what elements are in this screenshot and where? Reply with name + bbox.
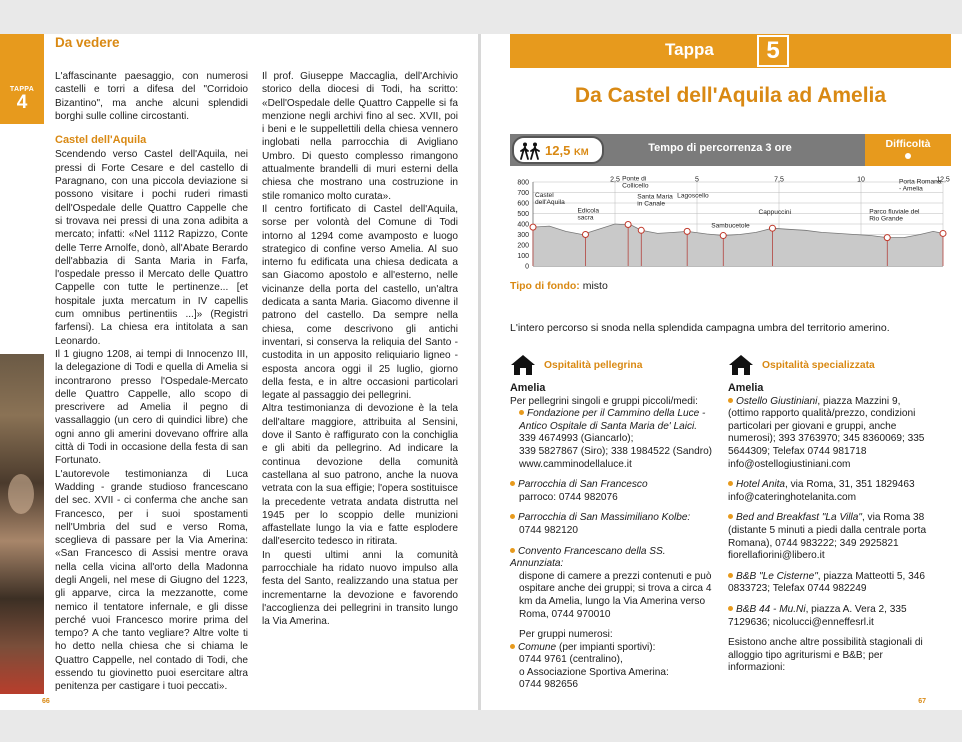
waypoint-marker: [684, 228, 690, 234]
paragraph: In questi ultimi anni la comunità parrocchiale ha ridato nuovo impulso alla festa del Santo, realizzando una statua per incrementarne la devozione e favorendo l'accoglienza dei pellegrini in transito lungo la Via Amerina.: [262, 549, 458, 628]
paragraph: Il centro fortificato di Castel dell'Aquila, sorse per volontà del Comune di Todi intorno al 1294 come avamposto e luogo strategico di confine verso Amelia. Al suo interno fu edificata una chiesa dedicata a san Giacomo apostolo e all'esterno, nelle vicinanze della porta del castello, un'altra dedicata a santa Maria. Giacomo divenne il patrono del castello. Da sempre nella chiesa, come descrivono gli antichi inventari, si conserva la reliquia del Santo - custodita in un apposito reliquiario ligneo - esposta ancora oggi il 25 luglio, giorno della festa, e in altre occasioni particolari legate al passaggio dei pellegrini.: [262, 203, 458, 402]
entry-name: Parrocchia di San Francesco: [518, 479, 648, 491]
entry-name: Fondazione per il Cammino della Luce - Antico Ospitale di Santa Maria de' Laici.: [519, 408, 706, 432]
list-item: [510, 629, 715, 692]
tappa-side-tab: [0, 34, 44, 710]
pilgrim-hospitality-heading: Ospitalità pellegrina: [544, 360, 643, 371]
entry-line: Per gruppi numerosi:: [519, 629, 613, 641]
paragraph: Altra testimonianza di devozione è la tela dell'altare maggiore, attribuita al Sensini, dove il Santo è raffigurato con la conchiglia e gli abiti da pellegrino. Ad indicare la continua devozione della comunità castellana al suo patrono, anche la nuova vetrata con la sua effigie; l'opera sostituisce la precedente vetrata andata distrutta nel 1945 per lo scoppio delle munizioni affastellate lungo la via e fatte esplodere dall'esercito tedesco in ritirata.: [262, 403, 458, 548]
entry-name: B&B "Le Cisterne": [736, 570, 818, 582]
list-item: [728, 571, 933, 596]
x-tick-label: 5: [695, 176, 699, 184]
hikers-icon: [519, 142, 543, 160]
text-column-2: [262, 70, 458, 628]
difficulty-box: [865, 134, 951, 166]
tappa-tab-number: 4: [16, 92, 28, 113]
x-tick-label: 7,5: [774, 176, 784, 184]
y-tick-label: 100: [517, 253, 529, 260]
pilgrim-hospitality-column: [510, 354, 715, 692]
y-tick-label: 500: [517, 211, 529, 218]
route-intro: L'intero percorso si snoda nella splendida campagna umbra del territorio amerino.: [510, 322, 890, 334]
entry-text: , piazza Mazzini 9, (ottimo rapporto qualità/prezzo, condizioni particolari per giovani e gruppi, anche numerosi); 393 3763970; 345 8360069; 335 5644309; Telefax 0744 981718: [728, 395, 925, 457]
entry-line: o Associazione Sportiva Amerina:: [519, 666, 669, 678]
specialized-hospitality-header: [728, 354, 933, 376]
entry-email: info@cateringhotelanita.com: [728, 491, 857, 503]
section-title: Da vedere: [55, 35, 120, 50]
list-item: [510, 396, 715, 472]
waypoint-label: Edicola sacra: [577, 207, 600, 222]
bullet-icon: [510, 481, 515, 486]
bullet-icon: [728, 573, 733, 578]
paragraph: Il 1 giugno 1208, ai tempi di Innocenzo III, la delegazione di Todi e quella di Amelia si incontrarono presso l'Ospedale-Mercato delle Quattro Cappelle, allo scopo di prescrivere ad Amelia il pegno di vassallaggio (un cero di quindici libre) che ogni anno gli amerini dovevano offrire alla città di Todi in occasione della festa di san Fortunato.: [55, 348, 248, 467]
list-item: [728, 604, 933, 629]
entry-text: , piazza Matteotti 5, 346 0833723; Telefax 0744 982249: [728, 570, 925, 595]
page-number: 67: [918, 698, 926, 705]
specialized-hospitality-column: [728, 354, 933, 675]
entry-name: Parrocchia di San Massimiliano Kolbe:: [518, 512, 691, 524]
tappa-header-bar: [510, 34, 951, 68]
entry-line: dispone di camere a prezzi contenuti e può ospitare anche dei gruppi; si trova a circa 4 km da Amelia, lungo la Via Amerina verso Roma, 0744 970010: [519, 570, 712, 620]
entry-line: 0744 982656: [519, 679, 578, 691]
intro-paragraph: L'affascinante paesaggio, con numerosi castelli e torri a difesa del "Corridoio Bizantino", ma anche alcuni splendidi borghi sulle colline circostanti.: [55, 71, 248, 122]
waypoint-label: Cappuccini: [758, 209, 792, 217]
stage-info-bar: [510, 134, 951, 166]
paragraph: Scendendo verso Castel dell'Aquila, nei pressi di Forte Cesare e del castello di Paragnano, con una piccola deviazione si possono visitare i pochi ruderi rimasti dell'Ospedale delle Quattro Cappelle che si trovava nei pressi di una zona adibita a mercato; infatti: «Nel 1112 Rapizzo, Conte delle Terre Arnolfe, donò, all'Abate Berardo dell'abbazia di Santa Maria in Farfa, l'ospedale presso il Mercato delle Quattro Cappelle con tutte le pertinenze... [et hospitale juxta mercatum in IV capellis cum omnibus pertinentiis ...]» (Registri farfensi). La chiesa era intitolata a san Leonardo.: [55, 149, 248, 347]
distance-badge: [512, 136, 604, 164]
bullet-icon: [728, 514, 733, 519]
waypoint-marker: [582, 232, 588, 238]
entry-text: Esistono anche altre possibilità stagionali di alloggio tipo agriturismi e B&B; per informazioni:: [728, 637, 923, 674]
entry-line: Per pellegrini singoli e gruppi piccoli/medi:: [510, 395, 698, 407]
left-page: [0, 34, 478, 710]
x-tick-label: 12,5: [936, 176, 950, 184]
subsection-title: Castel dell'Aquila: [55, 134, 147, 147]
x-tick-label: 10: [857, 176, 865, 184]
list-item: [510, 479, 715, 504]
entry-line: 0744 982120: [519, 524, 578, 536]
distance-value: 12,5: [545, 143, 571, 158]
y-tick-label: 300: [517, 232, 529, 239]
bullet-icon: [728, 481, 733, 486]
distance-value-wrap: [545, 143, 589, 158]
entry-line: 339 4674993 (Giancarlo);: [519, 433, 634, 445]
list-item: [728, 479, 933, 504]
elevation-profile-chart: [507, 175, 950, 272]
paragraph: L'autorevole testimonianza di Luca Wadding - grande studioso francescano del sec. XVII - ci conferma che anche san Francesco, per i suoi spostamenti nell'Umbria del sud e verso Roma, sceglieva di passare per la Via Amerina: «San Francesco di Assisi mentre orava nella cella vicina all'orto della Madonna degli Angeli, nel mese di Giugno del 1223, gli apparve, circa la mezzanotte, come nemico il tentatore infernale, e gli disse perché vuoi Francesco morire prima del tempo? A che tanto vegliare? Altre volte ti ho detto nella chiesa che si chiama le Quattro Cappelle, nel contado di Todi, che essendo tu giovinetto puoi esercitare altra penitenza per castigare i tuoi peccati».: [55, 468, 248, 693]
entry-text: , piazza A. Vera 2, 335 7129636; nicolucci@enneffesrl.it: [728, 603, 907, 628]
bullet-icon: [519, 410, 524, 415]
waypoint-label: Ponte di Collicello: [622, 175, 649, 190]
waypoint-marker: [530, 224, 536, 230]
waypoint-marker: [769, 225, 775, 231]
x-tick-label: 2,5: [610, 176, 620, 184]
saint-statue-photo: [0, 354, 44, 694]
waypoint-marker: [884, 235, 890, 241]
pilgrim-hospitality-header: [510, 354, 715, 376]
entry-name: Convento Francescano della SS. Annunziata:: [510, 545, 666, 570]
duration-text: Tempo di percorrenza 3 ore: [648, 142, 792, 154]
entry-line: 0744 9761 (centralino),: [519, 654, 623, 666]
paragraph: Il prof. Giuseppe Maccaglia, dell'Archivio storico della diocesi di Todi, ha scritto: «Dell'Ospedale delle Quattro Cappelle si fa menzione negli archivi fino al sec. XVII, poi i beni e le suppellettili della chiesa vennero inglobati nella parrocchia di Avigliano Umbro. Di questo complesso rimangono attualmente brandelli di muri esterni della chiesa che mostrano una costruzione in stile romanico molto curata».: [262, 71, 458, 202]
tappa-tab-label: TAPPA: [9, 86, 35, 93]
entry-name: Ostello Giustiniani: [736, 395, 818, 407]
entry-name: B&B 44 - Mu.Ni: [736, 603, 806, 615]
tappa-tab-box: [0, 34, 44, 124]
bullet-icon: [510, 514, 515, 519]
difficulty-dot: [905, 153, 911, 159]
entry-name: Comune: [518, 641, 557, 653]
entry-line: [510, 408, 715, 433]
right-page: [481, 34, 962, 710]
tappa-number: 5: [757, 35, 789, 67]
entry-line: (per impianti sportivi):: [558, 641, 656, 653]
waypoint-marker: [940, 230, 946, 236]
bullet-icon: [728, 398, 733, 403]
tappa-label: Tappa: [665, 40, 714, 59]
town-name: Amelia: [510, 382, 546, 394]
list-item: [728, 396, 933, 472]
waypoint-label: Castel dell'Aquila: [535, 192, 565, 207]
entry-email: info@ostellogiustiniani.com: [728, 458, 851, 470]
entry-email: fiorellafiorini@libero.it: [728, 550, 825, 562]
house-icon: [728, 354, 754, 376]
list-item: [510, 546, 715, 622]
waypoint-label: Sambucetole: [711, 222, 750, 230]
bullet-icon: [728, 606, 733, 611]
list-item: [728, 637, 933, 675]
y-tick-label: 0: [525, 263, 529, 271]
page-number: 66: [42, 698, 50, 705]
difficulty-label: Difficoltà: [885, 138, 931, 150]
y-tick-label: 700: [517, 190, 529, 197]
list-item: [728, 512, 933, 562]
entry-name: Hotel Anita: [736, 479, 785, 491]
distance-unit: KM: [573, 147, 589, 158]
bullet-icon: [510, 548, 515, 553]
list-item: [510, 512, 715, 537]
y-tick-label: 600: [517, 200, 529, 208]
waypoint-marker: [638, 227, 644, 233]
waypoint-label: Porta Romana - Amelia: [899, 178, 942, 193]
y-tick-label: 200: [517, 242, 529, 250]
waypoint-label: Parco fluviale del Rio Grande: [869, 208, 920, 223]
waypoint-label: Santa Maria in Canale: [637, 193, 673, 208]
bullet-icon: [510, 644, 515, 649]
town-name: Amelia: [728, 382, 764, 394]
surface-type: [510, 280, 608, 292]
house-icon: [510, 354, 536, 376]
entry-text: , via Roma, 31, 351 1829463: [785, 479, 915, 491]
surface-type-label: Tipo di fondo:: [510, 280, 580, 292]
surface-type-value: misto: [582, 280, 608, 292]
entry-name: Bed and Breakfast "La Villa": [736, 512, 862, 524]
waypoint-label: Lagoscello: [677, 192, 709, 200]
y-tick-label: 400: [517, 221, 529, 229]
y-tick-label: 800: [517, 179, 529, 187]
entry-line: 339 5827867 (Siro); 338 1984522 (Sandro): [519, 445, 713, 457]
stage-title: Da Castel dell'Aquila ad Amelia: [574, 84, 887, 107]
entry-text: , via Roma 38 (distante 5 minuti a piedi dalla centrale porta Romana), 0744 983222; 349 2925821: [728, 512, 927, 549]
waypoint-marker: [720, 233, 726, 239]
specialized-hospitality-heading: Ospitalità specializzata: [762, 360, 875, 371]
entry-line: www.camminodellaluce.it: [519, 458, 632, 470]
text-column-1: [55, 70, 248, 694]
entry-line: parroco: 0744 982076: [519, 491, 618, 503]
waypoint-marker: [625, 222, 631, 228]
